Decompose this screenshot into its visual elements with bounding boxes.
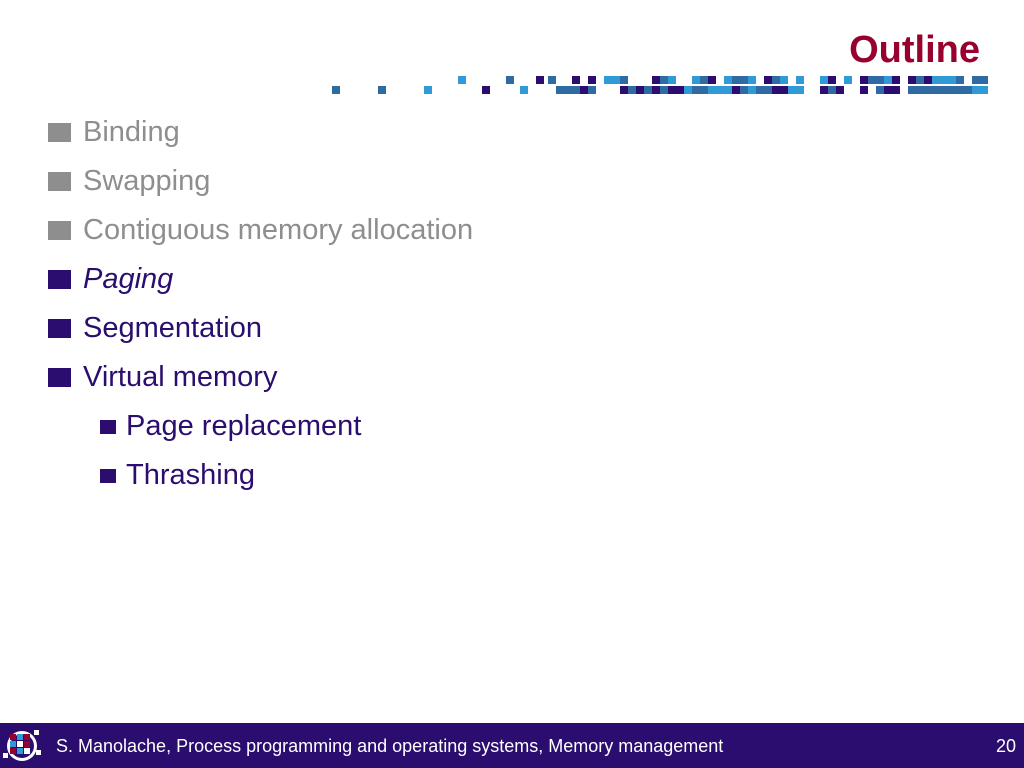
pixel-square (916, 76, 924, 84)
square-bullet-icon (100, 420, 116, 434)
pixel-square (716, 86, 724, 94)
pixel-square (908, 86, 916, 94)
pixel-square (860, 86, 868, 94)
pixel-square (740, 76, 748, 84)
pixel-square (556, 86, 564, 94)
pixel-square (796, 76, 804, 84)
list-item-current (48, 255, 473, 304)
slide-title: Outline (849, 29, 980, 71)
pixel-square (884, 76, 892, 84)
square-bullet-icon (100, 469, 116, 483)
pixel-square (588, 86, 596, 94)
list-item-label: Virtual memory (83, 361, 278, 393)
list-item-label: Contiguous memory allocation (83, 214, 474, 246)
pixel-square (620, 76, 628, 84)
pixel-square (844, 76, 852, 84)
pixel-square (948, 76, 956, 84)
list-item (48, 157, 473, 206)
pixel-square (536, 76, 544, 84)
pixel-square (732, 86, 740, 94)
pixel-square (772, 86, 780, 94)
list-item-label: Swapping (83, 165, 211, 197)
pixel-square (660, 86, 668, 94)
pixel-square (572, 76, 580, 84)
pixel-square (708, 76, 716, 84)
pixel-square (700, 76, 708, 84)
pixel-square (700, 86, 708, 94)
pixel-square (458, 76, 466, 84)
pixel-square (828, 86, 836, 94)
list-item-label: Binding (83, 116, 180, 148)
list-item-label: Thrashing (126, 459, 255, 491)
pixel-square (668, 86, 676, 94)
pixel-square (506, 76, 514, 84)
pixel-square (868, 76, 876, 84)
pixel-square (972, 86, 980, 94)
pixel-square (772, 76, 780, 84)
pixel-square (908, 76, 916, 84)
pixel-square (972, 76, 980, 84)
pixel-square (482, 86, 490, 94)
outline-list (48, 108, 473, 500)
pixel-square (876, 76, 884, 84)
pixel-square (564, 86, 572, 94)
pixel-square (604, 76, 612, 84)
pixel-square (378, 86, 386, 94)
pixel-square (820, 86, 828, 94)
pixel-square (780, 86, 788, 94)
pixel-square (636, 86, 644, 94)
pixel-square (948, 86, 956, 94)
pixel-square (644, 86, 652, 94)
pixel-square (652, 76, 660, 84)
pixel-square (668, 76, 676, 84)
pixel-square (520, 86, 528, 94)
pixel-square (660, 76, 668, 84)
pixel-square (940, 76, 948, 84)
pixel-square (708, 86, 716, 94)
list-item-label: Paging (83, 263, 174, 295)
pixel-square (748, 76, 756, 84)
pixel-square (780, 76, 788, 84)
pixel-square (980, 76, 988, 84)
square-bullet-icon (48, 270, 71, 289)
footer-bar (0, 723, 1024, 768)
pixel-square (628, 86, 636, 94)
pixel-square (756, 86, 764, 94)
square-bullet-icon (48, 172, 71, 191)
pixel-square (964, 86, 972, 94)
pixel-square (924, 86, 932, 94)
pixel-square (676, 86, 684, 94)
pixel-square (612, 76, 620, 84)
pixel-square (980, 86, 988, 94)
pixel-square (956, 76, 964, 84)
pixel-square (620, 86, 628, 94)
list-item-label: Page replacement (126, 410, 362, 442)
pixel-square (940, 86, 948, 94)
pixel-square (892, 76, 900, 84)
pixel-square (652, 86, 660, 94)
pixel-square (924, 76, 932, 84)
pixel-square (884, 86, 892, 94)
pixel-square (724, 76, 732, 84)
pixel-square (748, 86, 756, 94)
pixel-square (820, 76, 828, 84)
pixel-square (732, 76, 740, 84)
pixel-square (724, 86, 732, 94)
pixel-square (580, 86, 588, 94)
pixel-square (588, 76, 596, 84)
pixel-square (740, 86, 748, 94)
list-item (48, 108, 473, 157)
sub-list-item (100, 402, 473, 451)
page-number: 20 (995, 736, 1016, 756)
pixel-square (764, 76, 772, 84)
square-bullet-icon (48, 368, 71, 387)
pixel-square (692, 86, 700, 94)
pixel-square (548, 76, 556, 84)
pixel-square (956, 86, 964, 94)
pixel-square (692, 76, 700, 84)
list-item-label: Segmentation (83, 312, 262, 344)
pixel-square (932, 76, 940, 84)
pixel-square (876, 86, 884, 94)
footer-text: S. Manolache, Process programming and operating systems, Memory management (56, 736, 724, 756)
pixel-square (892, 86, 900, 94)
pixel-square (836, 86, 844, 94)
square-bullet-icon (48, 319, 71, 338)
pixel-square (332, 86, 340, 94)
pixel-square (572, 86, 580, 94)
pixel-square (764, 86, 772, 94)
list-item (48, 206, 473, 255)
pixel-square (916, 86, 924, 94)
pixel-square (932, 86, 940, 94)
pixel-square (424, 86, 432, 94)
pixel-square (684, 86, 692, 94)
list-item (48, 353, 473, 402)
sub-list-item (100, 451, 473, 500)
pixel-square (860, 76, 868, 84)
pixel-square (788, 86, 796, 94)
list-item (48, 304, 473, 353)
square-bullet-icon (48, 221, 71, 240)
university-logo-icon (0, 720, 46, 768)
pixel-square (828, 76, 836, 84)
square-bullet-icon (48, 123, 71, 142)
pixel-square (796, 86, 804, 94)
